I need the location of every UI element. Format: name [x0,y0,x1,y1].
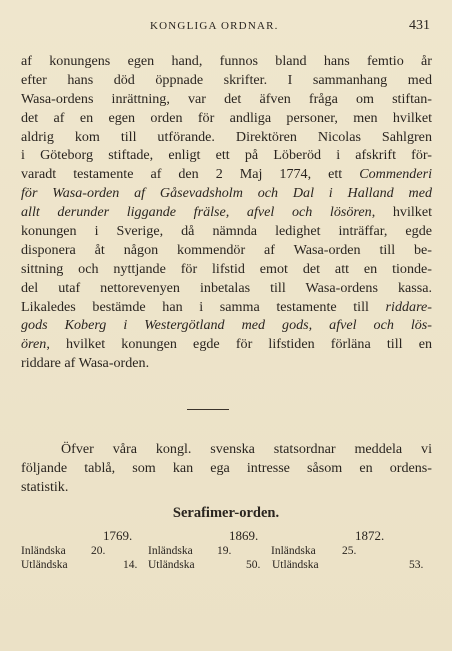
text-line: gods Koberg i Westergötland med gods, afvel och lös- [21,317,432,334]
year-column-header: 1872. [355,528,385,543]
text-line: Wasa-ordens inrättning, var det äfven fråga om stiftan- [21,90,432,107]
row-value: 25. [342,545,357,557]
text-line: ören, hvilket konungen egde för lifstiden förläna till en [21,336,432,353]
text-line: riddare af Wasa-orden. [21,355,150,372]
row-label: Inländska [148,545,193,557]
row-value: 50. [246,559,261,571]
text-line: följande tablå, som kan ega intresse såsom en ordens- [21,459,432,476]
row-value: 14. [123,559,138,571]
text-line: aldrig kom till utförande. Direktören Nicolas Sahlgren [21,128,432,145]
year-column-header: 1869. [229,528,259,543]
text-line: af konungens egen hand, funnos bland hans femtio år [21,53,432,69]
row-label: Utländska [272,559,319,571]
paragraph-intro [21,440,432,497]
text-line: varadt testamente af den 2 Maj 1774, ett Commenderi [21,166,432,183]
row-label: Utländska [21,559,68,571]
paragraph-ordnar [21,52,432,373]
row-label: Inländska [271,545,316,557]
section-divider [187,409,229,410]
row-label: Inländska [21,545,66,557]
row-label: Utländska [148,559,195,571]
italic-term: allt derunder liggande frälse, afvel och lösören [21,204,372,221]
text-line: sittning och nyttjande för lifstid emot det att en tionde- [21,260,432,277]
row-value: 19. [217,545,232,557]
text-line: statistik. [21,478,69,495]
text-line: allt derunder liggande frälse, afvel och lösören, hvilket [21,204,433,221]
text-line: Öfver våra kongl. svenska statsordnar meddela vi [61,441,432,457]
text-line: disponera åt någon kommendör af Wasa-orden till be- [21,241,432,258]
text-line: del utaf nettorevenyen inbetalas till Wasa-ordens kassa. [21,279,432,296]
table-heading: Serafimer-orden. [172,505,280,521]
text-line: Likaledes bestämde han i samma testamente till riddare- [21,298,432,315]
year-column-header: 1769. [103,528,133,543]
italic-term: ören [21,336,47,353]
row-value: 20. [91,545,106,557]
running-head [0,20,452,36]
italic-term: Commenderi [359,166,432,183]
text-line: det af en egen orden för andliga personer, men hvilket [21,109,432,126]
row-value: 53. [409,559,424,571]
page-number: 431 [409,18,430,33]
text-line: efter hans död öppnade skrifter. I sammanhang med [21,71,432,88]
italic-term: riddare- [385,298,432,315]
text-line: i Göteborg stiftade, enligt ett på Löberöd i afskrift för- [21,147,432,164]
text-line: konungen i Sverige, då nämnda ledighet inträffar, egde [21,223,432,240]
running-title: KONGLIGA ORDNAR. [150,20,279,32]
text-line: för Wasa-orden af Gåsevadsholm och Dal i Halland med [21,185,432,202]
